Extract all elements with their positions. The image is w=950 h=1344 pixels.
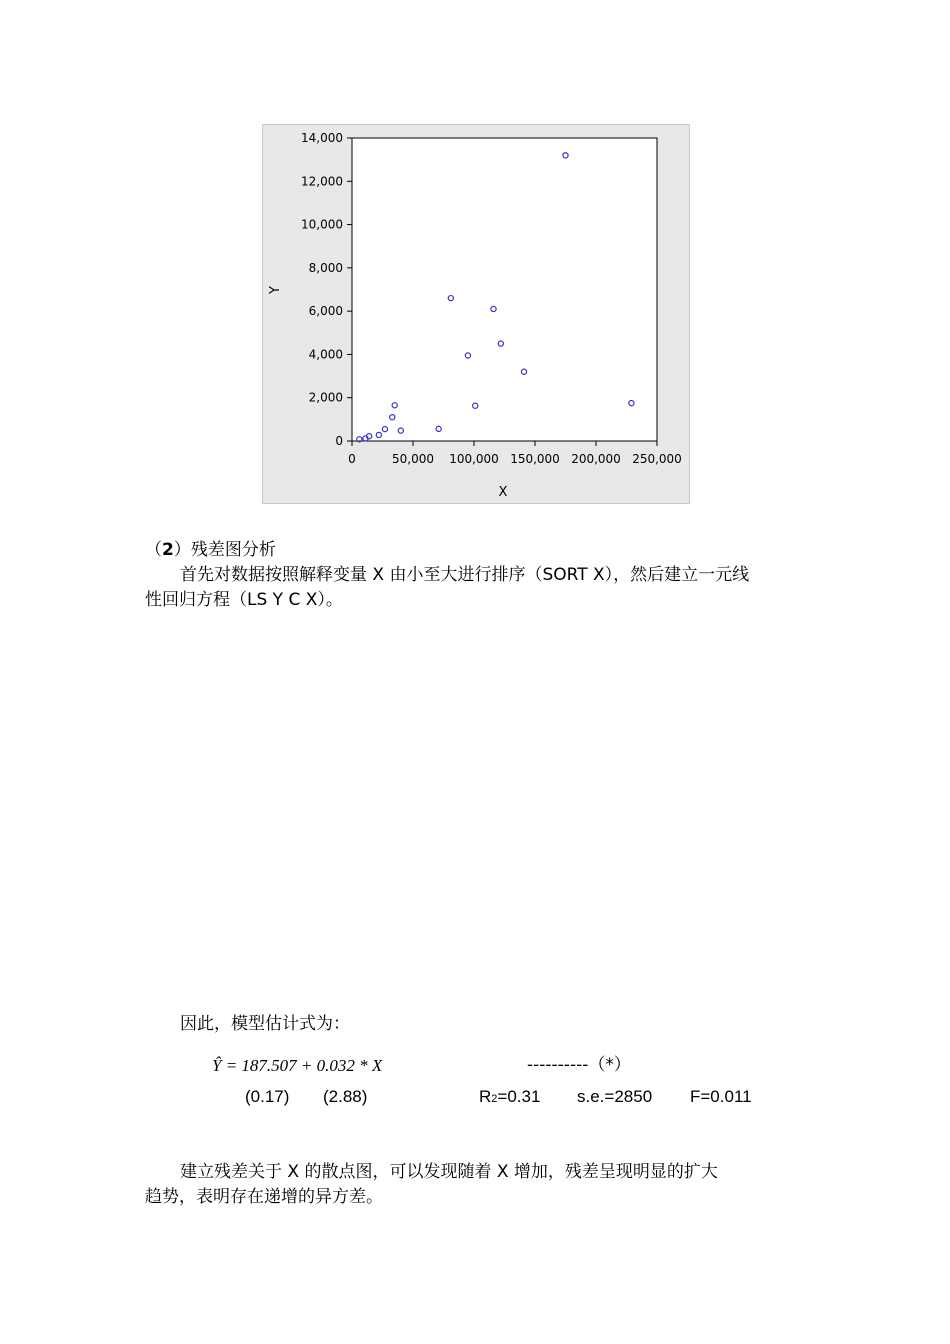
- x-tick-label: 200,000: [571, 452, 621, 466]
- paragraph-2-line-1: 建立残差关于 X 的散点图，可以发现随着 X 增加，残差呈现明显的扩大: [180, 1162, 718, 1182]
- regression-se: s.e.=2850: [577, 1087, 653, 1106]
- y-tick-label: 12,000: [301, 174, 343, 189]
- y-axis-title: Y: [268, 286, 283, 294]
- y-tick-label: 8,000: [308, 260, 343, 275]
- section-title: 残差图分析: [190, 540, 276, 560]
- f-statistic: F=0.011: [690, 1087, 752, 1106]
- paragraph-2-line-2: 趋势，表明存在递增的异方差。: [145, 1187, 383, 1207]
- r-squared-value: =0.31: [497, 1087, 541, 1106]
- plot-area: [352, 138, 657, 441]
- x-tick-label: 150,000: [510, 452, 560, 466]
- x-tick-label: 250,000: [632, 452, 682, 466]
- regression-equation: Ŷ = 187.507 + 0.032 * X: [212, 1056, 383, 1075]
- equation-tag: ----------（*）: [527, 1055, 631, 1075]
- y-tick-label: 2,000: [308, 390, 343, 405]
- section-heading: [145, 538, 276, 563]
- standard-error-2: (2.88): [323, 1087, 368, 1106]
- scatter-plot-svg: [263, 125, 691, 505]
- section-paren-open: （: [145, 540, 162, 560]
- y-tick-label: 10,000: [301, 217, 343, 232]
- r-squared: [479, 1087, 540, 1107]
- x-axis-title: X: [498, 485, 508, 500]
- r-squared-label: R: [479, 1087, 492, 1106]
- y-tick-label: 4,000: [308, 347, 343, 362]
- scatter-chart: [262, 124, 690, 504]
- paragraph-1-line-2: 性回归方程（LS Y C X）。: [145, 590, 343, 610]
- x-tick-label: 50,000: [392, 452, 434, 466]
- y-tick-label: 0: [335, 434, 343, 448]
- section-number: 2: [162, 540, 174, 560]
- y-tick-label: 14,000: [301, 131, 343, 145]
- therefore-text: 因此，模型估计式为：: [180, 1014, 350, 1034]
- r-squared-superscript: 2: [491, 1093, 498, 1105]
- paragraph-1-line-1: 首先对数据按照解释变量 X 由小至大进行排序（SORT X），然后建立一元线: [180, 565, 750, 585]
- x-tick-label: 100,000: [449, 452, 499, 466]
- section-paren-close: ）: [173, 540, 191, 560]
- standard-error-1: (0.17): [245, 1087, 290, 1106]
- x-tick-label: 0: [348, 452, 356, 466]
- y-tick-label: 6,000: [308, 304, 343, 319]
